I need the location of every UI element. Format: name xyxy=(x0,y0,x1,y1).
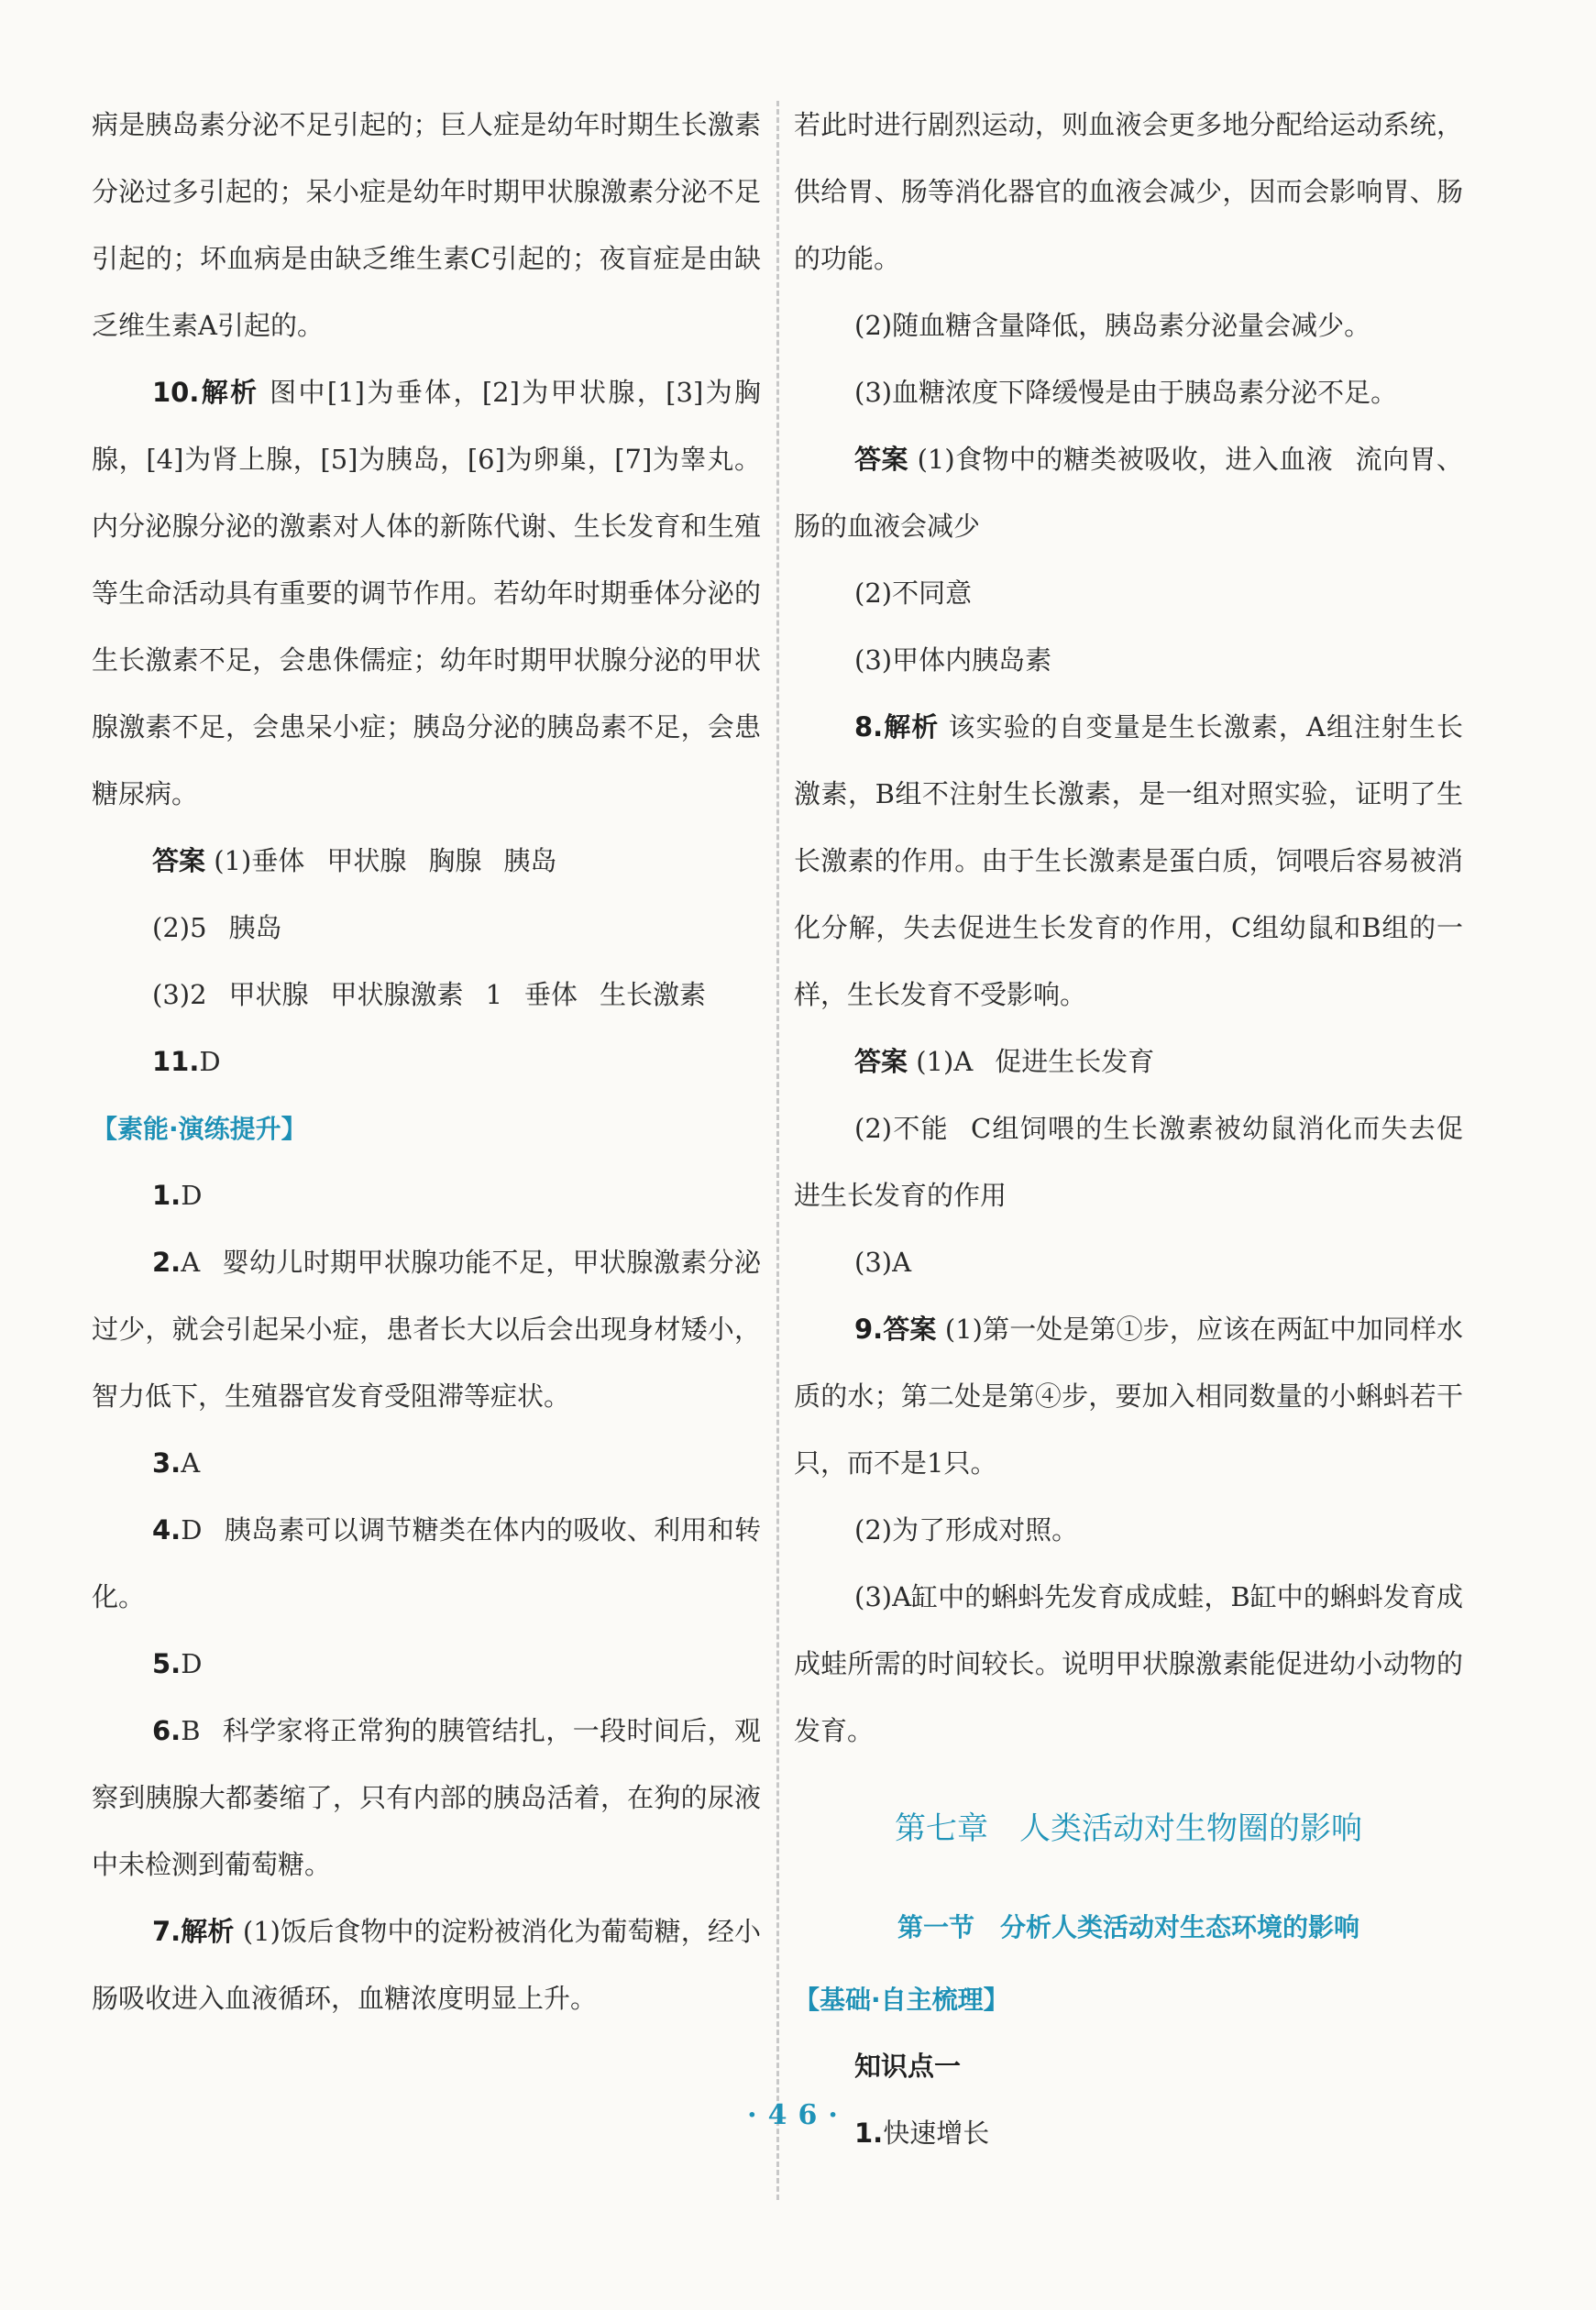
q8-a2b: C组饲喂的生长激素被幼鼠消化而失去促进生长发育的作用 xyxy=(794,1113,1463,1211)
left-para-1: 病是胰岛素分泌不足引起的；巨人症是幼年时期生长激素分泌过多引起的；呆小症是幼年时期甲状腺激素分泌不足引起的；坏血病是由缺乏维生素C引起的；夜盲症是由缺乏维生素A引起的。 xyxy=(92,109,761,341)
chapter-title: 第七章 人类活动对生物圈的影响 xyxy=(895,1810,1362,1847)
q10-a2b: 胰岛 xyxy=(228,912,282,943)
s1-label: 1. xyxy=(152,1180,182,1211)
s6-answer xyxy=(92,1698,761,1898)
right-para-3: (3)血糖浓度下降缓慢是由于胰岛素分泌不足。 xyxy=(854,377,1398,408)
q10-answer-1 xyxy=(92,828,761,895)
q8-text: 该实验的自变量是生长激素，A组注射生长激素，B组不注射生长激素，是一组对照实验，证明了生长激素的作用。由于生长激素是蛋白质，饲喂后容易被消化分解，失去促进生长发育的作用，C组幼鼠和B组的一样，生长发育不受影响。 xyxy=(794,711,1463,1010)
q7-answer-1 xyxy=(794,426,1463,560)
s5-ans: D xyxy=(181,1648,203,1679)
page-number-value: 46 xyxy=(767,2099,829,2131)
s7-text: (1)饭后食物中的淀粉被消化为葡萄糖，经小肠吸收进入血液循环，血糖浓度明显上升。 xyxy=(92,1916,762,2014)
s5-label: 5. xyxy=(152,1648,182,1679)
page-number xyxy=(0,2099,1596,2131)
q10-a2: (2)5 xyxy=(152,912,207,943)
q10-a1c: 胸腺 xyxy=(428,845,482,876)
q10-a3g: 激素 xyxy=(653,979,707,1010)
kp1-item-text: 快速增长 xyxy=(883,2118,990,2149)
s2-ans: A xyxy=(181,1247,201,1278)
knowledge-point-1 xyxy=(794,2033,1463,2100)
q10-a3c: 甲状腺激素 xyxy=(330,979,464,1010)
q8-answer-2 xyxy=(794,1095,1463,1229)
s4-ans: D xyxy=(181,1514,203,1546)
s1-ans: D xyxy=(181,1180,203,1211)
s2-answer xyxy=(92,1229,761,1430)
q10-a3f: 生长 xyxy=(600,979,654,1010)
s7-explanation xyxy=(92,1898,761,2032)
section-heading-basic: 【基础·自主梳理】 xyxy=(794,1985,1009,2015)
s4-answer xyxy=(92,1497,761,1631)
q10-a1: (1)垂体 xyxy=(214,845,305,876)
kp1-label: 知识点一 xyxy=(854,2051,962,2082)
q9-answer-2: (2)为了形成对照。 xyxy=(854,1514,1079,1546)
q10-a3: (3)2 xyxy=(152,979,207,1010)
q8-a2: (2)不能 xyxy=(854,1113,949,1144)
section-title: 第一节 分析人类活动对生态环境的影响 xyxy=(897,1912,1359,1942)
s2-label: 2. xyxy=(152,1247,182,1278)
q7-answer-2: (2)不同意 xyxy=(854,578,973,609)
q8-answer-3: (3)A xyxy=(854,1247,912,1278)
q10-label: 10.解析 xyxy=(152,377,259,408)
left-column xyxy=(92,92,761,2032)
q11-ans: D xyxy=(199,1046,221,1077)
q8-a1b: 促进生长发育 xyxy=(995,1046,1155,1077)
s7-label: 7.解析 xyxy=(152,1916,235,1947)
q9-label: 9.答案 xyxy=(854,1314,937,1345)
right-para-1: 若此时进行剧烈运动，则血液会更多地分配给运动系统，供给胃、肠等消化器官的血液会减少，因而会影响胃、肠的功能。 xyxy=(794,109,1463,274)
q8-label: 8.解析 xyxy=(854,711,940,742)
q10-a3b: 甲状腺 xyxy=(228,979,309,1010)
q9-answer-1 xyxy=(794,1296,1463,1497)
section-heading-practice: 【素能·演练提升】 xyxy=(92,1114,307,1144)
s4-text: 胰岛素可以调节糖类在体内的吸收、利用和转化。 xyxy=(92,1514,761,1612)
q10-answer-3 xyxy=(92,962,761,1028)
q7-a1: (1)食物中的糖类被吸收，进入血液 xyxy=(917,444,1334,475)
answer-label: 答案 xyxy=(854,444,908,475)
kp1-item-label: 1. xyxy=(854,2118,884,2149)
s3-label: 3. xyxy=(152,1447,182,1479)
q10-text: 图中[1]为垂体，[2]为甲状腺，[3]为胸腺，[4]为肾上腺，[5]为胰岛，[6]为卵巢，[7]为睾丸。内分泌腺分泌的激素对人体的新陈代谢、生长发育和生殖等生命活动具有重要的调节作用。若幼年时期垂体分泌的生长激素不足，会患侏儒症；幼年时期甲状腺分泌的甲状腺激素不足，会患呆小症；胰岛分泌的胰岛素不足，会患糖尿病。 xyxy=(92,377,762,809)
q10-explanation xyxy=(92,359,761,828)
q8-explanation xyxy=(794,694,1463,1028)
s1-answer xyxy=(92,1162,761,1229)
q7-answer-3: (3)甲体内胰岛素 xyxy=(854,644,1052,676)
s6-text: 科学家将正常狗的胰管结扎，一段时间后，观察到胰腺大都萎缩了，只有内部的胰岛活着，在狗的尿液中未检测到葡萄糖。 xyxy=(92,1715,761,1880)
s5-answer xyxy=(92,1631,761,1698)
q10-answer-2 xyxy=(92,895,761,962)
q9-a1: (1)第一处是第①步，应该在两缸中加同样水质的水；第二处是第④步，要加入相同数量的小蝌蚪若干只，而不是1只。 xyxy=(794,1314,1464,1479)
q10-a1d: 胰岛 xyxy=(503,845,557,876)
q7-a1b: 流向胃、肠的血液会减少 xyxy=(794,444,1463,542)
s6-label: 6. xyxy=(152,1715,182,1746)
s6-ans: B xyxy=(181,1715,201,1746)
s2-text: 婴幼儿时期甲状腺功能不足，甲状腺激素分泌过少，就会引起呆小症，患者长大以后会出现身材矮小，智力低下，生殖器官发育受阻滞等症状。 xyxy=(92,1247,761,1412)
answer-label: 答案 xyxy=(152,845,206,876)
right-para-2: (2)随血糖含量降低，胰岛素分泌量会减少。 xyxy=(854,310,1371,341)
answer-label: 答案 xyxy=(854,1046,908,1077)
page-dot-left: · xyxy=(747,2099,768,2131)
s4-label: 4. xyxy=(152,1514,182,1546)
q10-a1b: 甲状腺 xyxy=(326,845,407,876)
right-column xyxy=(794,92,1463,2167)
q8-answer-1 xyxy=(794,1028,1463,1095)
q11-label: 11. xyxy=(152,1046,200,1077)
s3-ans: A xyxy=(181,1447,201,1479)
s3-answer xyxy=(92,1430,761,1497)
q10-a3d: 1 xyxy=(485,979,503,1010)
q8-a1: (1)A xyxy=(916,1046,974,1077)
q11-answer xyxy=(92,1028,761,1095)
column-divider xyxy=(776,101,779,2200)
q9-answer-3: (3)A缸中的蝌蚪先发育成成蛙，B缸中的蝌蚪发育成成蛙所需的时间较长。说明甲状腺激素能促进幼小动物的发育。 xyxy=(794,1581,1463,1746)
q10-a3e: 垂体 xyxy=(524,979,578,1010)
page-dot-right: · xyxy=(828,2099,849,2131)
